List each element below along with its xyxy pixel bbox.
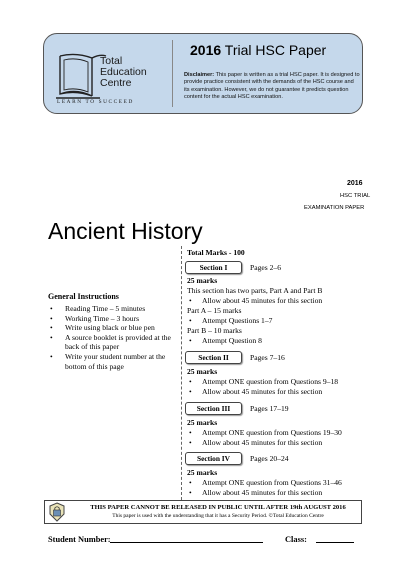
student-number-label: Student Number: xyxy=(48,535,111,544)
section-1-line: Part B – 10 marks xyxy=(187,326,242,335)
column-divider xyxy=(181,246,182,500)
section-4-pages: Pages 20–24 xyxy=(250,454,289,463)
logo-brand-text xyxy=(100,56,147,89)
paper-title xyxy=(190,42,326,58)
instruction-item: • A source booklet is provided at the back of this paper xyxy=(48,333,178,352)
section-1-bullet: • Allow about 45 minutes for this section xyxy=(189,296,322,306)
disclaimer xyxy=(184,72,360,102)
section-4-label: Section IV xyxy=(185,452,242,465)
section-1-bullet: • Attempt Questions 1–7 xyxy=(189,316,272,326)
security-badge-icon xyxy=(48,502,66,522)
brand-line-3: Centre xyxy=(100,77,132,89)
instruction-item: • Write using black or blue pen xyxy=(48,323,178,333)
disclaimer-label: Disclaimer: xyxy=(184,72,215,78)
section-1-marks: 25 marks xyxy=(187,276,218,285)
class-label: Class: xyxy=(285,535,307,544)
meta-year: 2016 xyxy=(347,180,363,187)
disclaimer-text: This paper is written as a trial HSC paper. It is designed to provide practice consistent with the demands of the HSC course and its examination. However, we do not guarantee it predicts question content for the actual HSC examination. xyxy=(184,72,360,101)
class-field[interactable] xyxy=(316,542,354,543)
general-instructions-title: General Instructions xyxy=(48,292,119,301)
section-1-line: This section has two parts, Part A and Part B xyxy=(187,286,323,295)
instruction-item: • Reading Time – 5 minutes xyxy=(48,304,178,314)
section-2-label: Section II xyxy=(185,351,242,364)
section-1-label: Section I xyxy=(185,261,242,274)
brand-line-2: Education xyxy=(100,66,147,78)
brand-line-1: Total xyxy=(100,55,123,67)
section-2-pages: Pages 7–16 xyxy=(250,353,285,362)
release-notice: THIS PAPER CANNOT BE RELEASED IN PUBLIC UNTIL AFTER 19th AUGUST 2016 xyxy=(90,504,346,511)
subject-title: Ancient History xyxy=(48,218,203,244)
section-3-bullet: • Allow about 45 minutes for this section xyxy=(189,438,322,448)
instruction-item: • Working Time – 3 hours xyxy=(48,314,178,324)
meta-exam-paper: EXAMINATION PAPER xyxy=(304,205,365,211)
paper-title-text: Trial HSC Paper xyxy=(224,42,327,58)
section-1-line: Part A – 15 marks xyxy=(187,306,242,315)
meta-hsc-trial: HSC TRIAL xyxy=(340,193,371,199)
section-3-marks: 25 marks xyxy=(187,418,218,427)
section-3-label: Section III xyxy=(185,402,242,415)
section-1-bullet: • Attempt Question 8 xyxy=(189,336,262,346)
section-4-bullet: • Allow about 45 minutes for this section xyxy=(189,488,322,498)
header-divider xyxy=(172,40,173,107)
section-2-bullet: • Attempt ONE question from Questions 9–18 xyxy=(189,377,338,387)
security-notice: This paper is used with the understanding that it has a Security Period. ©Total Education Centre xyxy=(112,513,324,519)
section-2-bullet: • Allow about 45 minutes for this section xyxy=(189,387,322,397)
section-2-marks: 25 marks xyxy=(187,367,218,376)
total-marks: Total Marks - 100 xyxy=(187,248,245,257)
section-4-bullet: • Attempt ONE question from Questions 31–46 xyxy=(189,478,342,488)
instruction-item: • Write your student number at the bottom of this page xyxy=(48,352,178,371)
section-3-pages: Pages 17–19 xyxy=(250,404,289,413)
logo-tagline: LEARN TO SUCCEED xyxy=(57,99,134,105)
general-instructions-list xyxy=(48,304,178,371)
student-number-field[interactable] xyxy=(110,542,263,543)
section-3-bullet: • Attempt ONE question from Questions 19–30 xyxy=(189,428,342,438)
section-1-pages: Pages 2–6 xyxy=(250,263,282,272)
section-4-marks: 25 marks xyxy=(187,468,218,477)
paper-year: 2016 xyxy=(190,42,222,58)
